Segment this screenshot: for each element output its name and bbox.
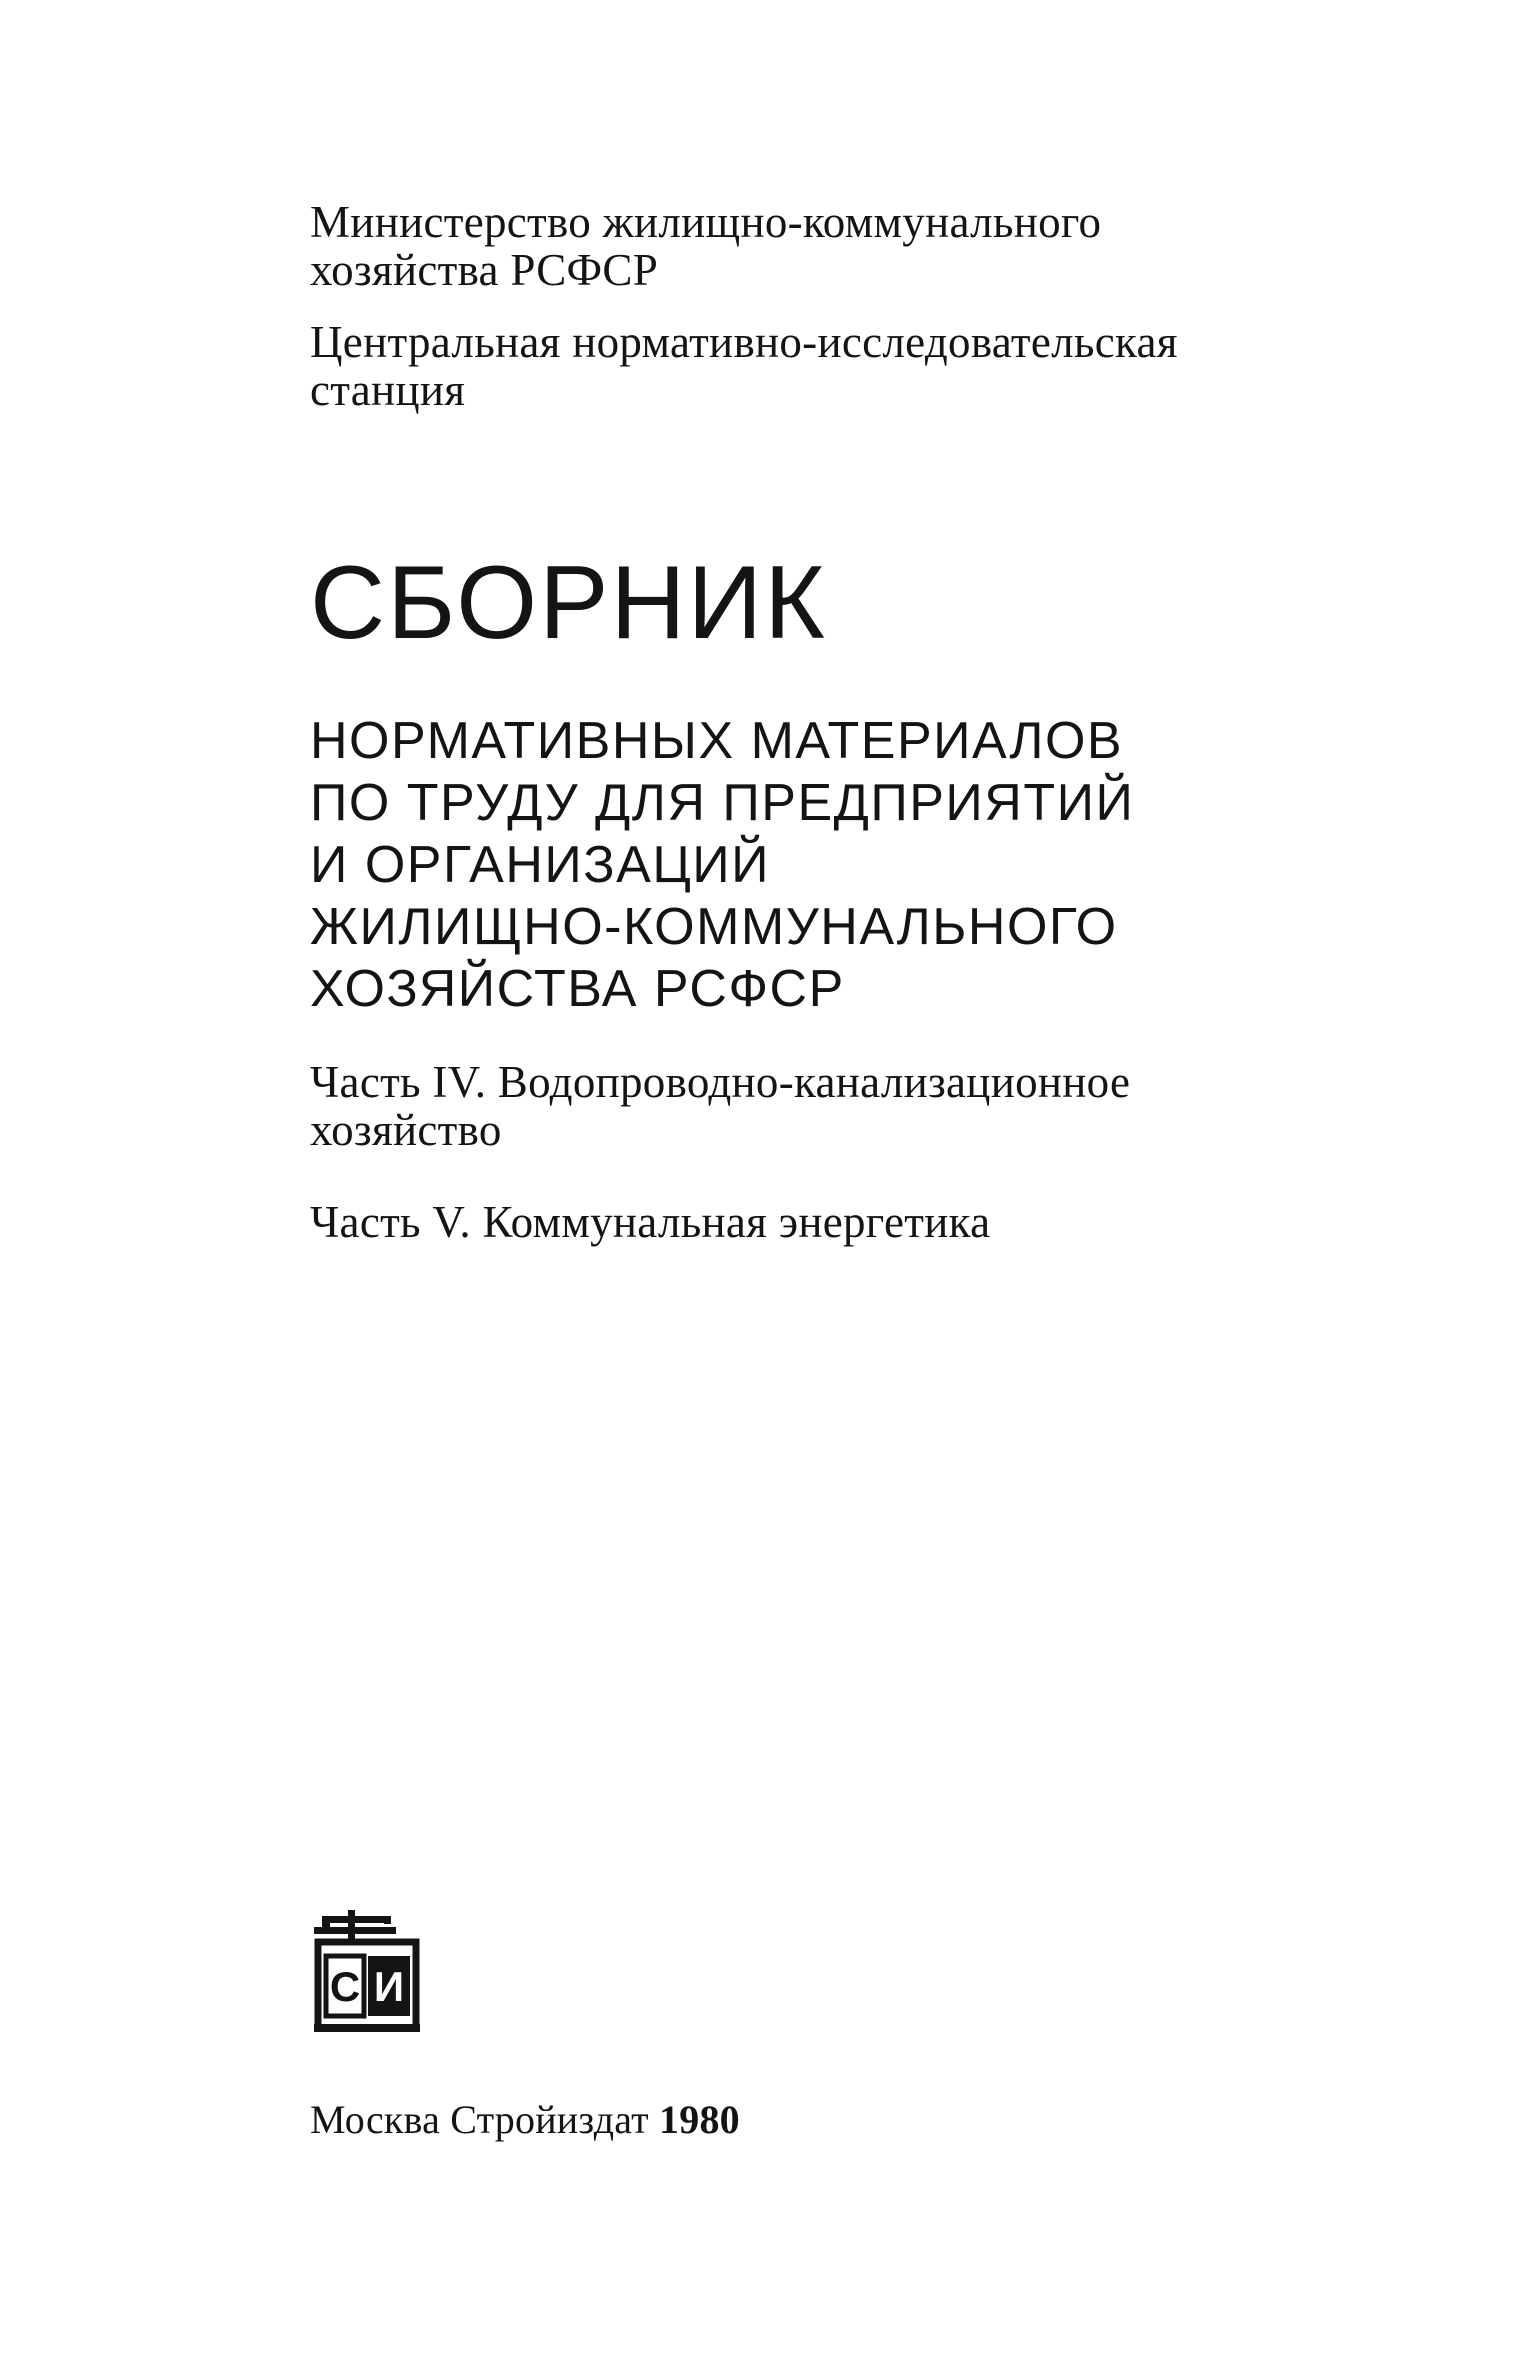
ministry-name — [310, 198, 1101, 294]
subtitle-line-1: НОРМАТИВНЫХ МАТЕРИАЛОВ — [310, 712, 1124, 770]
part-iv-title — [310, 1058, 1130, 1154]
imprint — [310, 2098, 740, 2142]
publisher-logo-icon — [312, 1910, 422, 2035]
subtitle-line-5: ХОЗЯЙСТВА РСФСР — [310, 960, 845, 1018]
subtitle-line-4: ЖИЛИЩНО-КОММУНАЛЬНОГО — [310, 898, 1118, 956]
part-v-title: Часть V. Коммунальная энергетика — [310, 1197, 991, 1247]
part-iv-line-1: Часть IV. Водопроводно-канализационное — [310, 1057, 1131, 1107]
station-name-line-2: станция — [310, 365, 466, 415]
station-name — [310, 318, 1178, 414]
imprint-year: 1980 — [659, 2097, 740, 2142]
imprint-city: Москва — [310, 2097, 441, 2142]
logo-letter-s: С — [329, 1963, 361, 2010]
ministry-name-line-2: хозяйства РСФСР — [310, 245, 659, 295]
subtitle-line-2: ПО ТРУДУ ДЛЯ ПРЕДПРИЯТИЙ — [310, 774, 1135, 832]
part-iv-line-2: хозяйство — [310, 1105, 502, 1155]
station-name-line-1: Центральная нормативно-исследовательская — [310, 317, 1178, 367]
imprint-publisher: Стройиздат — [450, 2097, 649, 2142]
logo-letter-i: И — [373, 1963, 405, 2010]
ministry-name-line-1: Министерство жилищно-коммунального — [310, 197, 1102, 247]
book-title: СБОРНИК — [310, 545, 827, 661]
subtitle-line-3: И ОРГАНИЗАЦИЙ — [310, 836, 771, 894]
book-subtitle — [310, 710, 1134, 1020]
